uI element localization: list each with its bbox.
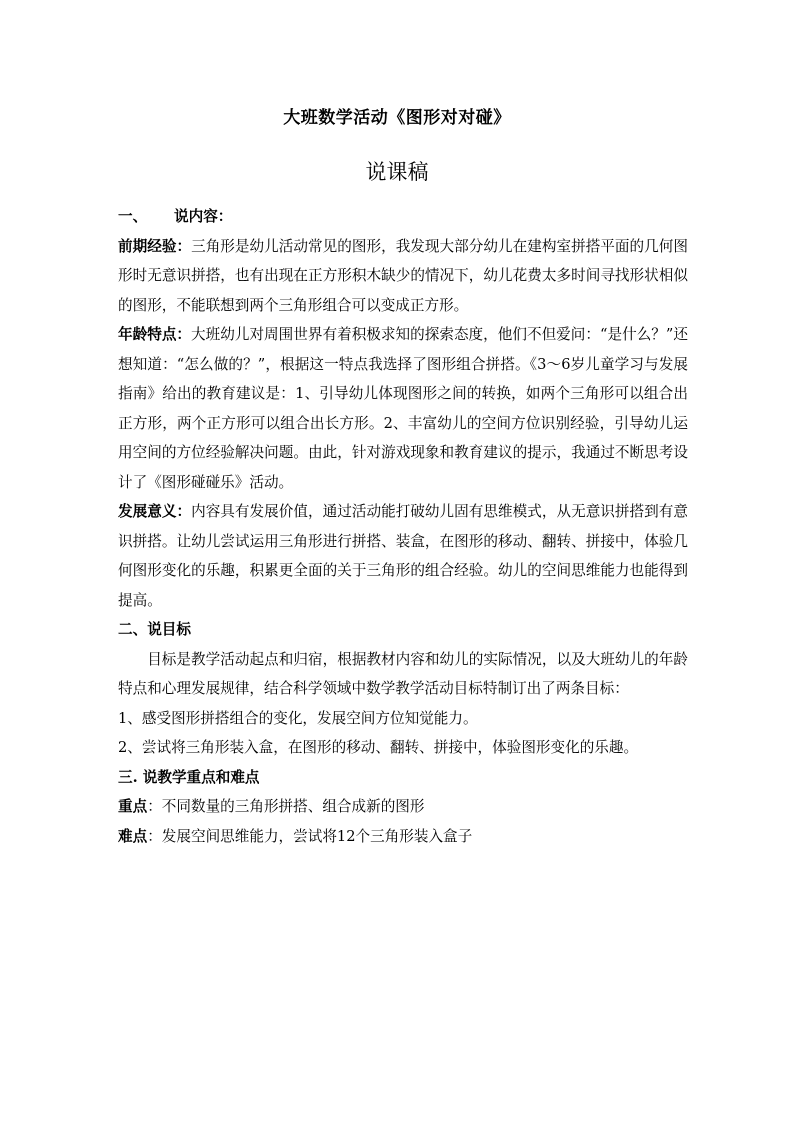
- goals-intro: 目标是教学活动起点和归宿，根据教材内容和幼儿的实际情况，以及大班幼儿的年龄特点和心理发展规律，结合科学领域中数学教学活动目标特制订出了两条目标：: [118, 650, 688, 697]
- background-text: 三角形是幼儿活动常见的图形，我发现大部分幼儿在建构室拼搭平面的几何图形时无意识拼搭，也有出现在正方形积木缺少的情况下，幼儿花费太多时间寻找形状相似的图形，不能联想到两个三角形组合可以变成正方形。: [118, 237, 688, 314]
- difficulty-label: 难点: [118, 827, 148, 845]
- difficulty-paragraph: [118, 822, 688, 852]
- age-label: 年龄特点：: [118, 326, 192, 343]
- section1-number: 一、: [118, 208, 148, 225]
- age-text: 大班幼儿对周围世界有着积极求知的探索态度，他们不但爱问：“是什么？”还想知道：“怎么做的？”，根据这一特点我选择了图形组合拼搭。《3～6岁儿童学习与发展指南》给出的教育建议是：1、引导幼儿体现图形之间的转换，如两个三角形可以组合出正方形，两个正方形可以组合出长方形。2、丰富幼儿的空间方位识别经验，引导幼儿运用空间的方位经验解决问题。由此，针对游戏现象和教育建议的提示，我通过不断思考设计了《图形碰碰乐》活动。: [118, 326, 688, 491]
- significance-text: 内容具有发展价值，通过活动能打破幼儿固有思维模式，从无意识拼搭到有意识拼搭。让幼儿尝试运用三角形进行拼搭、装盒，在图形的移动、翻转、拼接中，体验几何图形变化的乐趣，积累更全面的关于三角形的组合经验。幼儿的空间思维能力也能得到提高。: [118, 503, 688, 609]
- significance-label: 发展意义：: [118, 503, 192, 520]
- section3-heading: 三. 说教学重点和难点: [118, 768, 260, 786]
- section2-heading: 二、说目标: [118, 621, 191, 638]
- key-point-text: ：不同数量的三角形拼搭、组合成新的图形: [147, 798, 425, 815]
- background-label: 前期经验：: [118, 237, 192, 255]
- document-subtitle: 说课稿: [365, 160, 429, 184]
- section1-heading: [118, 202, 688, 232]
- section1-heading-text: 说内容：: [174, 208, 233, 225]
- key-point-label: 重点: [118, 798, 148, 815]
- age-paragraph: [118, 320, 688, 497]
- document-body: [118, 202, 688, 851]
- key-point-paragraph: [118, 792, 688, 822]
- difficulty-text: ：发展空间思维能力，尝试将12个三角形装入盒子: [147, 827, 473, 845]
- goal-item-1: 1、感受图形拼搭组合的变化，发展空间方位知觉能力。: [118, 709, 478, 727]
- significance-paragraph: [118, 497, 688, 615]
- goal-item-2: 2、尝试将三角形装入盒，在图形的移动、翻转、拼接中，体验图形变化的乐趣。: [118, 739, 639, 756]
- background-paragraph: [118, 232, 688, 321]
- document-title: 大班数学活动《图形对对碰》: [283, 108, 511, 128]
